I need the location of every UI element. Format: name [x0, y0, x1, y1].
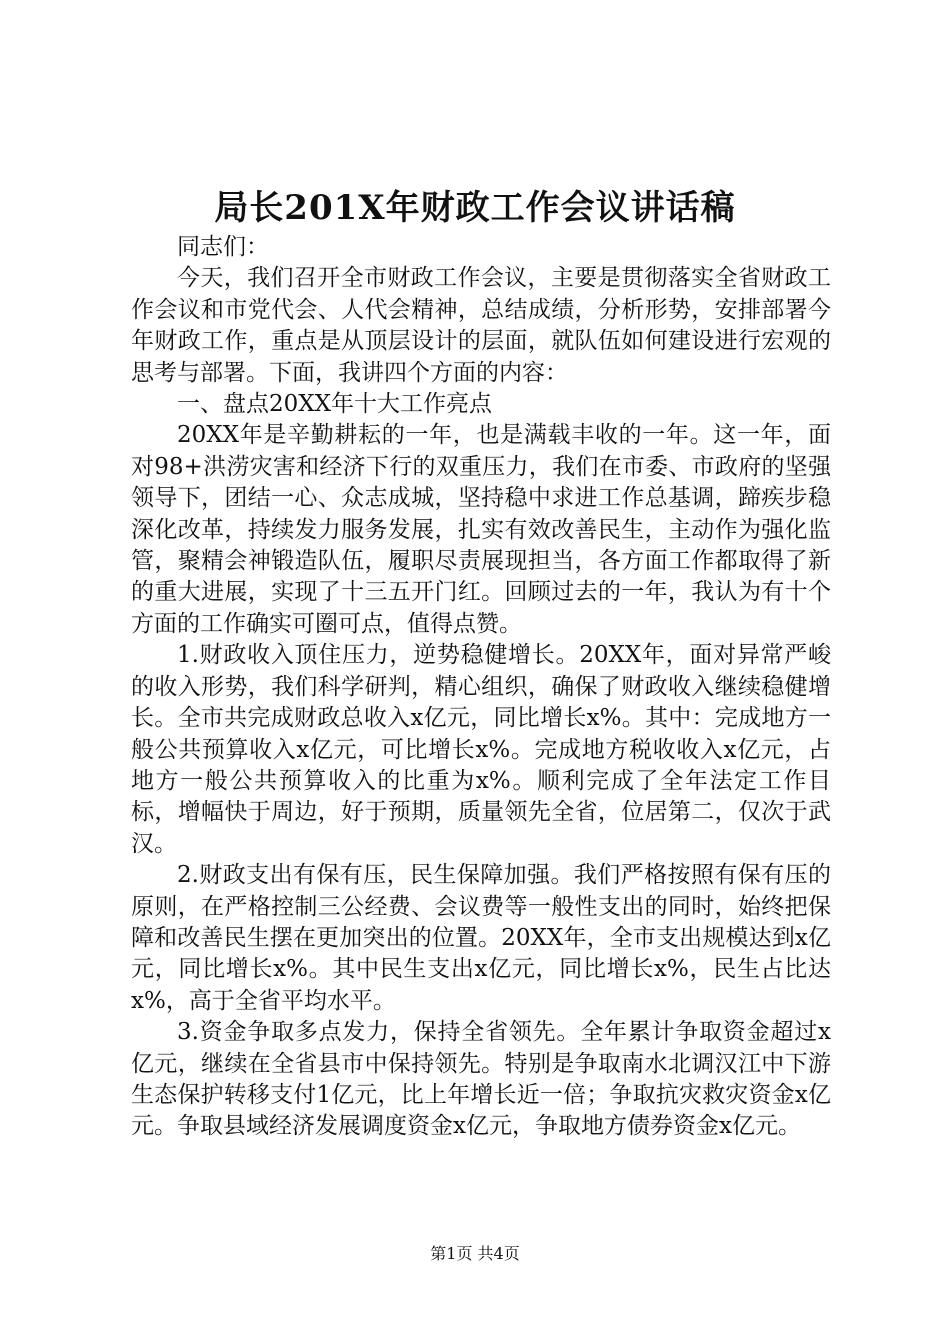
paragraph-point-3: 3.资金争取多点发力，保持全省领先。全年累计争取资金超过x亿元，继续在全省县市中保持领先。特别是争取南水北调汉江中下游生态保护转移支付1亿元，比上年增长近一倍；争取抗灾救灾资金x亿元。争取县域经济发展调度资金x亿元，争取地方债券资金x亿元。: [131, 1019, 831, 1140]
paragraph-intro: 今天，我们召开全市财政工作会议，主要是贯彻落实全省财政工作会议和市党代会、人代会精神，总结成绩，分析形势，安排部署今年财政工作，重点是从顶层设计的层面，就队伍如何建设进行宏观的思考与部署。下面，我讲四个方面的内容：: [131, 265, 831, 386]
section-heading: 一、盘点20XX年十大工作亮点: [177, 391, 493, 418]
page-number-footer: 第1页 共4页: [430, 1244, 520, 1263]
document-body: [131, 232, 831, 1143]
paragraph-point-2: 2.财政支出有保有压，民生保障加强。我们严格按照有保有压的原则，在严格控制三公经费、会议费等一般性支出的同时，始终把保障和改善民生摆在更加突出的位置。20XX年，全市支出规模达到x亿元，同比增长x%。其中民生支出x亿元，同比增长x%，民生占比达x%，高于全省平均水平。: [131, 862, 831, 1014]
paragraph-point-1: 1.财政收入顶住压力，逆势稳健增长。20XX年，面对异常严峻的收入形势，我们科学研判，精心组织，确保了财政收入继续稳健增长。全市共完成财政总收入x亿元，同比增长x%。其中：完成地方一般公共预算收入x亿元，可比增长x%。完成地方税收收入x亿元，占地方一般公共预算收入的比重为x%。顺利完成了全年法定工作目标，增幅快于周边，好于预期，质量领先全省，位居第二，仅次于武汉。: [131, 642, 831, 857]
document-title: 局长201X年财政工作会议讲话稿: [214, 188, 736, 228]
paragraph-overview: 20XX年是辛勤耕耘的一年，也是满载丰收的一年。这一年，面对98+洪涝灾害和经济下行的双重压力，我们在市委、市政府的坚强领导下，团结一心、众志成城，坚持稳中求进工作总基调，蹄疾步稳深化改革，持续发力服务发展，扎实有效改善民生，主动作为强化监管，聚精会神锻造队伍，履职尽责展现担当，各方面工作都取得了新的重大进展，实现了十三五开门红。回顾过去的一年，我认为有十个方面的工作确实可圈可点，值得点赞。: [131, 422, 831, 637]
salutation: 同志们：: [177, 234, 269, 260]
